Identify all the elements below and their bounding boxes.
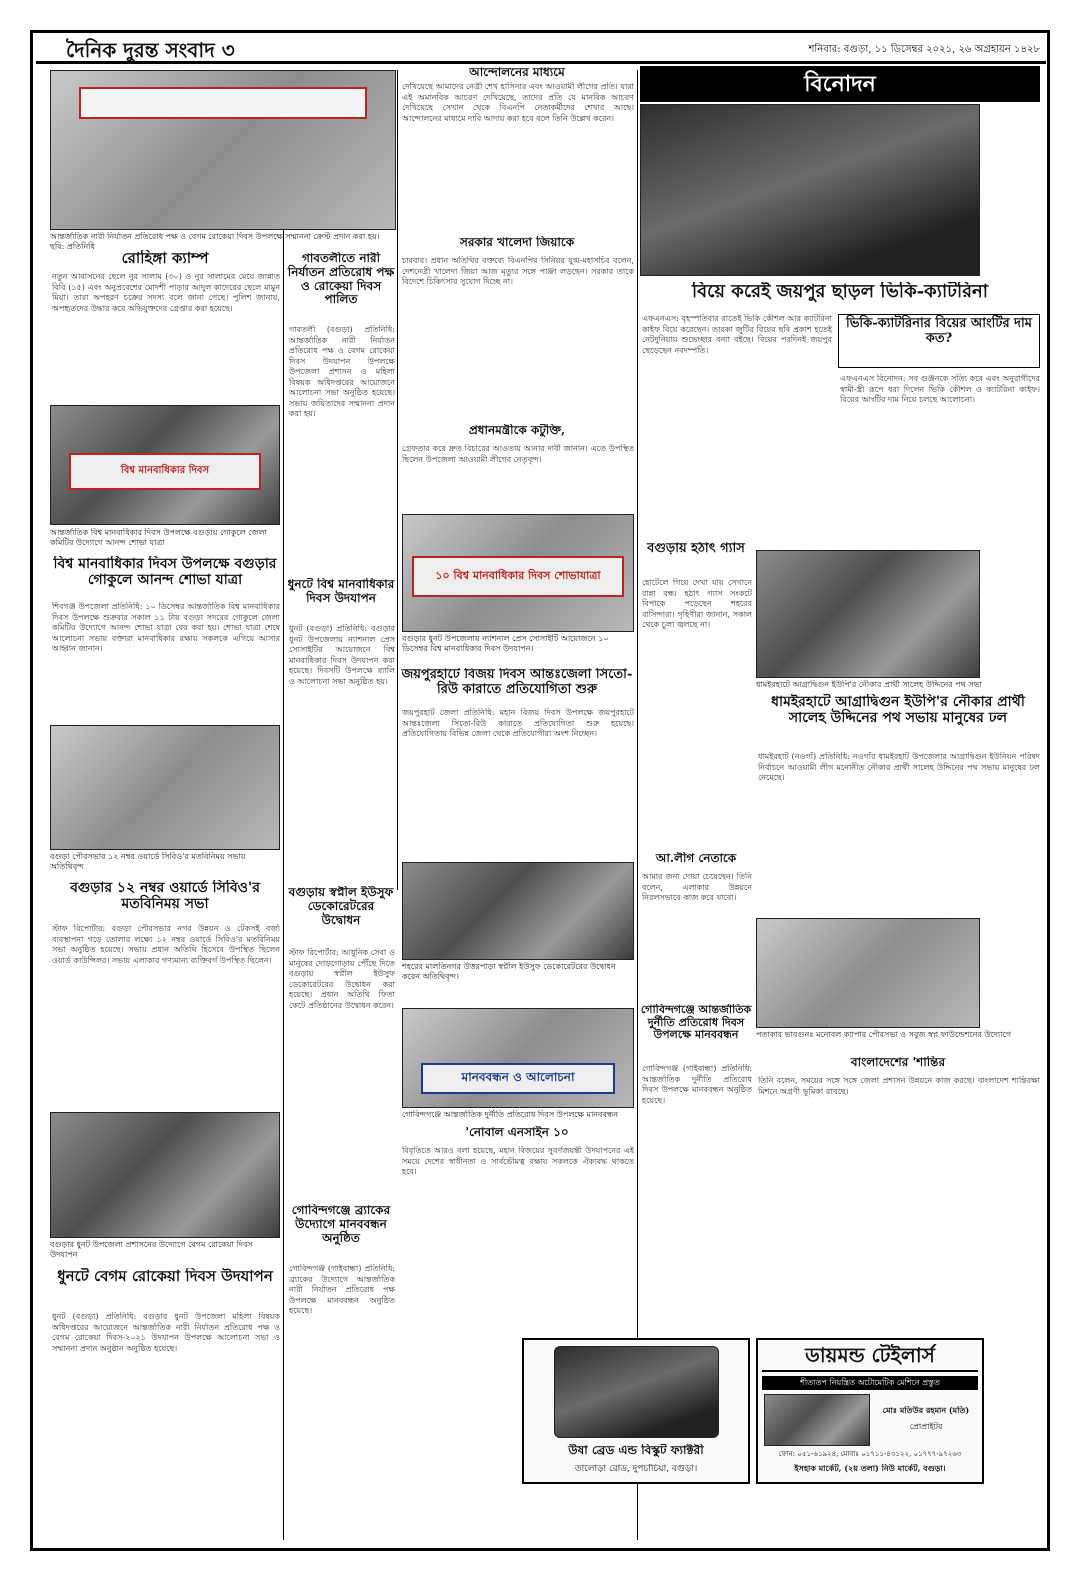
issue-date: শনিবার: বগুড়া, ১১ ডিসেম্বর ২০২১, ২৬ অগ্রহায়ন ১৪২৮ [808,44,1040,55]
diamond-ad-address: ইসহাক মার্কেট, (২য় তলা) নিউ মার্কেট, বগুড়া। [794,1464,946,1473]
flag-event-photo [756,918,980,1028]
photo-banner [79,87,368,119]
usha-ad-address: তালোড়া রোড, দুপচাঁচিয়া, বগুড়া। [574,1464,698,1474]
headline-ring: ভিকি-ক্যাটরিনার বিয়ের আংটির দাম কত? [846,316,1032,346]
diamond-ad-owner: মোঃ মতিউর রহমান (মতি) [882,1406,970,1415]
headline-rohingya: রোহিঙ্গা ক্যাম্প [121,250,209,267]
newspaper-title: দৈনিক দুরন্ত সংবাদ ৩ [66,38,235,62]
diamond-ad-tagline: শীতাতপ নিয়ন্ত্রিত অটোমেটিক মেশিনে প্রস্তুত [762,1376,978,1390]
headline-cbo: বগুড়ার ১২ নম্বর ওয়ার্ডে সিবিও'র মতবিনিময় সভা [70,880,260,913]
article-aleague: আমার জন্য দোয়া চেয়েছেন। তিনি বলেন, এলাকার উন্নয়নে নিরলসভাবে কাজ করে যাবো। [642,872,752,902]
article-vicky-katrina: এফএনএস: বৃহস্পতিবার রাতেই ভিকি কৌশল আর ক্যাটরিনা কাইফ বিয়ে করেছেন। তারকা জুটির বিয়ের ছবি প্রকাশ হতেই নেটদুনিয়ায় শুভেচ্ছার বন্যা বইছে। বিয়ের পরদিনই জয়পুর ছেড়েছেন নবদম্পতি। [642,314,832,355]
dhunot-rally-photo [402,514,634,632]
headline-sarkar: সরকার খালেদা জিয়াকে [459,236,575,249]
ring-headline-box [838,314,1040,368]
rokeya-award-photo [50,70,396,230]
column-divider [283,70,284,1540]
article-gas: হোটেলে গিয়ে দেখা যায় সেখানে রান্না বন্ধ। হঠাৎ গ্যাস সংকটে বিপাকে পড়েছেন শহরের বাসিন্দারা। গৃহিণীরা জানান, সকাল থেকে চুলা জ্বলছে না। [642,578,752,629]
headline-gabtali: গাবতলীতে নারী নির্যাতন প্রতিরোধ পক্ষ ও রোকেয়া দিবস পালিত [287,252,395,307]
headline-pradhanmantri: প্রধানমন্ত্রীকে কটুক্তি, [468,424,566,437]
headline-aleague: আ.লীগ নেতাকে [655,852,737,865]
headline-karate: জয়পুরহাটে বিজয় দিবস আন্তঃজেলা সিতো-রিউ কারাতে প্রতিযোগিতা শুরু [401,668,633,697]
article-pradhanmantri: গ্রেফতার করে দ্রুত বিচারের আওতায় আনার দাবী জানান। এতে উপস্থিত ছিলেন উপজেলা আওয়ামী লীগের নেতৃবৃন্দ। [402,444,634,464]
article-cbo: স্টাফ রিপোর্টার: বগুড়া পৌরসভার নগর উন্নয়ন ও টেকসই বর্জ্য ব্যবস্থাপনা গড়ে তোলার লক্ষ্যে ১২ নম্বর ওয়ার্ডে সিবিও'র মতবিনিময় সভা অনুষ্ঠিত হয়েছে। সভায় প্রধান অতিথি হিসেবে উপস্থিত ছিলেন ওয়ার্ড কাউন্সিলর। সভায় এলাকার গণ্যমান্য ব্যক্তিবর্গ উপস্থিত ছিলেন। [52,924,280,965]
photo-caption: ধামইরহাটে আগ্রাদ্বিগুন ইউপি'র নৌকার প্রার্থী সালেহ উদ্দিনের পথ সভা [756,680,982,689]
biscuit-product-image [554,1346,719,1438]
headline-andolon: আন্দোলনের মাধ্যমে [469,66,565,79]
photo-caption: পতাকার ভাবগুনঃ মনোবল ক্যাপার পৌরসভা ও সবুজ স্বপ্ন ফাউন্ডেশনের উদ্যোগে [756,1030,1012,1039]
manabbandhan-photo [402,1008,634,1108]
diamond-ad-title: ডায়মন্ড টেইলার্স [762,1344,978,1372]
headline-anti-corruption: গোবিন্দগঞ্জে আন্তর্জাতিক দুর্নীতি প্রতিরোধ দিবস উপলক্ষে মানববন্ধন [640,1004,752,1042]
manabadhikar-rally-photo [50,405,280,525]
article-nobel: বিবৃতিতে আরও বলা হয়েছে, মহান বিজয়ের সুবর্ণজয়ন্তী উদযাপনের এই সময়ে দেশের স্বাধীনতা ও সার্বভৌমত্ব রক্ষায় সকলকে ঐক্যবদ্ধ থাকতে হবে। [402,1146,634,1176]
article-swapnil: স্টাফ রিপোর্টার: আধুনিক সেবা ও মানুষের দোড়গোড়ায় পৌঁছে দিতে বগুড়ায় স্বপ্নীল ইউসুফ ডেকোরেটরের উদ্বোধন করা হয়েছে। প্রধান অতিথি ফিতা কেটে প্রতিষ্ঠানের উদ্বোধন করেন। [289,948,395,1010]
cbo-meeting-photo [50,725,280,850]
article-gobindaganj-brac: গোবিন্দগঞ্জ (গাইবান্ধা) প্রতিনিধি: ব্র্যাকের উদ্যোগে আন্তর্জাতিক নারী নির্যাতন প্রতিরোধ পক্ষ উপলক্ষে মানববন্ধন অনুষ্ঠিত হয়েছে। [289,1264,395,1315]
photo-caption: বগুড়া পৌরসভার ১২ নম্বর ওয়ার্ডে সিবিও'র মতবিনিময় সভায় অতিথিবৃন্দ [50,852,246,871]
headline-gas: বগুড়ায় হঠাৎ গ্যাস [647,542,745,556]
photo-banner: বিশ্ব মানবাধিকার দিবস [69,453,261,490]
dhunot-rokeya-photo [50,1112,280,1238]
photo-caption: আন্তর্জাতিক বিশ্ব মানবাধিকার দিবস উপলক্ষে বগুড়ায় গোকুলে জেলা কমিটির উদ্যোগে আনন্দ শোভা যাত্রা [50,528,267,547]
headline-manabadhikar: বিশ্ব মানবাধিকার দিবস উপলক্ষে বগুড়ার গোকুলে আনন্দ শোভা যাত্রা [53,556,277,589]
article-dhamoir: ধামইরহাট (নওগাঁ) প্রতিনিধি: নওগাঁর ধামইরহাট উপজেলার আগ্রাদ্বিগুন ইউনিয়ন পরিষদ নির্বাচনে আওয়ামী লীগ মনোনীত নৌকার প্রার্থী সালেহ উদ্দিনের পথ সভায় মানুষের ঢল নেমেছে। [758,752,1040,782]
manabbandhan-banner: মানববন্ধন ও আলোচনা [421,1063,614,1094]
article-rokeya: ধুনট (বগুড়া) প্রতিনিধি: বগুড়ার ধুনট উপজেলা মহিলা বিষয়ক অধিদপ্তরের আয়োজনে আন্তর্জাতিক নারী নির্যাতন প্রতিরোধ পক্ষ ও বেগম রোকেয়া দিবস-২০২১ উদযাপন উপলক্ষে আলোচনা সভা ও সম্মাননা প্রদান অনুষ্ঠান অনুষ্ঠিত হয়েছে। [52,1312,280,1353]
photo-caption: গোবিন্দগঞ্জে আন্তর্জাতিক দুর্নীতি প্রতিরোধ দিবস উপলক্ষে মানববন্ধন [402,1110,619,1119]
swapnil-inauguration-photo [402,862,634,960]
article-shanti: তিনি বলেন, সময়ের সঙ্গে সঙ্গে জেলা প্রশাসন উন্নয়নে কাজ করছে। বাংলাদেশ শান্তিরক্ষা মিশনে অগ্রণী ভূমিকা রাখছে। [758,1076,1040,1096]
article-dhunot-manabadhikar: ধুনট (বগুড়া) প্রতিনিধি: বগুড়ার ধুনট উপজেলায় ন্যাশনাল প্রেস সোসাইটির আয়োজনে বিশ্ব মানবাধিকার দিবস উদযাপন করা হয়েছে। দিবসটি উপলক্ষে র‌্যালি ও আলোচনা সভা অনুষ্ঠিত হয়। [289,624,395,686]
headline-dhunot-manabadhikar: ধুনটে বিশ্ব মানবাধিকার দিবস উদযাপন [287,578,395,605]
headline-rokeya: ধুনটে বেগম রোকেয়া দিবস উদযাপন [57,1268,273,1285]
photo-caption: আন্তর্জাতিক নারী নির্যাতন প্রতিরোধ পক্ষ ও বেগম রোকেয়া দিবস উপলক্ষে সম্মাননা ক্রেস্ট প্রদান করা হয়। ছবি: প্রতিনিধি [50,232,380,251]
rally-banner: ১০ বিশ্ব মানবাধিকার দিবস শোভাযাত্রা [412,556,624,597]
diamond-tailors-ad [756,1338,984,1484]
headline-nobel: 'নোবাল এনসাইন ১০ [465,1126,569,1139]
article-gabtali: গাবতলী (বগুড়া) প্রতিনিধি: আন্তর্জাতিক নারী নির্যাতন প্রতিরোধ পক্ষ ও বেগম রোকেয়া দিবস উদযাপন উপলক্ষে উপজেলা প্রশাসন ও মহিলা বিষয়ক অধিদপ্তরের আয়োজনে আলোচনা সভা অনুষ্ঠিত হয়েছে। সভায় জয়িতাদের সম্মাননা প্রদান করা হয়। [289,325,395,418]
masthead [36,34,1046,64]
vicky-katrina-photo [640,104,980,276]
usha-bread-ad [522,1338,750,1484]
column-divider [637,70,638,1540]
article-karate: জয়পুরহাট জেলা প্রতিনিধি: মহান বিজয় দিবস উপলক্ষে জয়পুরহাটে আন্তঃজেলা সিতো-রিউ কারাতে প্রতিযোগিতা শুরু হয়েছে। প্রতিযোগিতায় বিভিন্ন জেলা থেকে প্রতিযোগীরা অংশ নিচ্ছেন। [402,708,634,738]
usha-ad-title: উষা ব্রেড এন্ড বিস্কুট ফ্যাক্টরী [568,1444,704,1457]
article-manabadhikar: শিবগঞ্জ উপজেলা প্রতিনিধি: ১০ ডিসেম্বর আন্তর্জাতিক বিশ্ব মানবাধিকার দিবস উপলক্ষে শুক্রবার সকাল ১১ টায় বগুড়া সদরের গোকুলে জেলা কমিটির উদ্যোগে আনন্দ শোভা যাত্রা বের করা হয়। শোভা যাত্রা শেষে আলোচনা সভায় বক্তারা মানবাধিকার রক্ষায় সকলকে এগিয়ে আসার আহ্বান জানান। [52,602,280,653]
photo-caption: বগুড়ার ধুনট উপজেলা প্রশাসনের উদ্যোগে বেগম রোকেয়া দিবস উদযাপন [50,1240,253,1259]
photo-caption: বগুড়ার ধুনট উপজেলায় ন্যাশনাল প্রেস সোসাইটি আয়োজনে ১০ ডিসেম্বর বিশ্ব মানবাধিকার দিবস উদযাপন। [402,634,609,653]
article-andolon: দেখিয়েছে আমাদের নেত্রী শেখ হাসিনার এবং আওয়ামী লীগের প্রতি। যারা এই অমানবিক আচরণ দেখিয়েছে, তাদের প্রতি যে মানবিক আচরণ দেখিয়েছে সেখান থেকে বিএনপি নেতাকর্মীদের শেখার আছে। আন্দোলনের মাধ্যমে দাবি আদায় করা হবে বলে তিনি উল্লেখ করেন। [402,82,634,123]
photo-caption: শহরের মালতিনগর উত্তরপাড়া স্বপ্নীল ইউসুফ ডেকোরেটরের উদ্বোধন করেন অতিথিবৃন্দ। [402,962,616,981]
article-sarkar: চারবার। প্রধান অতিথির বক্তব্যে বিএনপির সিনিয়র যুগ্ম-মহাসচিব বলেন, দেশনেত্রী খালেদা জিয়া আজ মৃত্যুর সঙ্গে পাঞ্জা লড়ছেন। সরকার তাকে বিদেশে চিকিৎসার সুযোগ দিচ্ছে না। [402,256,634,286]
diamond-ad-phone: ফোন: ০৫১-৬১৯২৪, মোবাঃ ০১৭১১-৪৩১২২, ০১৭৭৭-৯৭২৬৩ [778,1450,962,1458]
article-ring: এফএনএস বিনোদন: সব গুঞ্জনকে সত্যি করে এবং অনুরাগীদের স্বামী-স্ত্রী রূপে ধরা দিলেন ভিকি কৌশল ও ক্যাটরিনা কাইফ। বিয়ের আংটির দাম নিয়ে চলছে আলোচনা। [840,374,1040,404]
article-rohingya: নতুন আবাসনের ছেলে নুর সালাম (৩০) ও নুর সালামের মেয়ে জান্নাত বিবি (১৫) এবং অনুপ্রবেশের মোদশী পাড়ার আদুল কাদেরের ছেলে মামুন মিয়া। তারা অপহরণ চক্রের সদস্য বলে জানা গেছে। পুলিশ জানায়, অপহৃতদের উদ্ধার করে অভিযুক্তদের গ্রেপ্তার করা হয়েছে। [52,272,280,313]
headline-swapnil: বগুড়ায় স্বপ্নীল ইউসুফ ডেকোরেটরের উদ্বোধন [288,886,394,927]
headline-vicky-katrina: বিয়ে করেই জয়পুর ছাড়ল ভিকি-ক্যাটরিনা [691,282,988,302]
suit-image [764,1394,870,1446]
headline-shanti: বাংলাদেশের 'শান্তির [850,1056,946,1069]
column-divider [397,70,398,890]
section-binodon: বিনোদন [640,66,1040,102]
headline-dhamoir: ধামইরহাটে আগ্রাদ্বিগুন ইউপি'র নৌকার প্রার্থী সালেহ উদ্দিনের পথ সভায় মানুষের ঢল [771,694,1025,727]
diamond-ad-owner-role: প্রোপ্রাইটর [909,1422,943,1431]
dhamoir-rally-photo [756,550,980,678]
headline-gobindaganj-brac: গোবিন্দগঞ্জে ব্র্যাকের উদ্যোগে মানববন্ধন অনুষ্ঠিত [291,1204,391,1245]
article-anti-corruption: গোবিন্দগঞ্জ (গাইবান্ধা) প্রতিনিধি: আন্তর্জাতিক দুর্নীতি প্রতিরোধ দিবস উপলক্ষে মানববন্ধন অনুষ্ঠিত হয়েছে। [642,1064,752,1105]
